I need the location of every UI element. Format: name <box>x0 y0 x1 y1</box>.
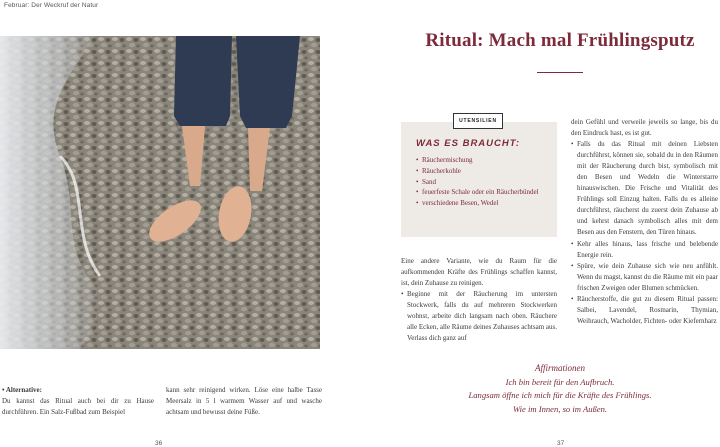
affirmation-line: Ich bin bereit für den Aufbruch. <box>505 376 615 387</box>
utensils-heading: WAS ES BRAUCHT: <box>416 138 521 149</box>
affirmation-line: Langsam öffne ich mich für die Kräfte des Frühlings. <box>468 390 652 400</box>
title-divider <box>537 72 583 73</box>
left-page <box>0 0 360 446</box>
affirmation-line: Wie im Innen, so im Außen. <box>512 403 608 414</box>
utensil-item: • Räucherkohle <box>416 166 548 177</box>
barefoot-beach-photo <box>0 36 320 349</box>
utensil-item: • verschiedene Besen, Wedel <box>416 198 548 209</box>
alternative-column-2 <box>166 385 322 418</box>
instruction-bullet: • Räucherstoffe, die gut zu diesem Ritual passen: Salbei, Lavendel, Rosmarin, Thymian, Weihrauch, Wacholder, Fichten- oder Kiefernharz <box>571 294 718 327</box>
alternative-heading: • Alternative: <box>2 386 42 394</box>
instruction-bullet: • Falls du das Ritual mit deinen Liebsten durchführst, können sie, sobald du in den Räumen mit der Räucherung durch bist, symbolisch mit den Besen und Wedeln die Winterstarre hinauswischen. Die Frische und Vitalität des Frühlings soll Einzug halten. Falls du es alleine durchführst, räucherst du zuerst dein Zuhause ab und kehrst danach symbolisch alles mit dem Besen aus den Fenstern, den Türen hinaus. <box>571 139 718 238</box>
utensil-item: • Räuchermischung <box>416 155 548 166</box>
photo-illustration <box>0 36 320 349</box>
alternative-column-1 <box>2 385 154 418</box>
instruction-bullet: • Spüre, wie dein Zuhause sich wie neu anfühlt. Wenn du magst, kannst du die Räume mit ein paar frischen Zweigen oder Blumen schmücken. <box>571 261 718 294</box>
alternative-text-2: kann sehr reinigend wirken. Löse eine halbe Tasse Meersalz in 5 l warmem Wasser auf und wasche achtsam und bewusst deine Füße. <box>166 386 322 416</box>
instruction-bullet: • Kehr alles hinaus, lass frische und belebende Energie rein. <box>571 239 718 261</box>
page-number-right: 37 <box>557 440 565 447</box>
text-column-1 <box>401 256 557 344</box>
text-column-2 <box>571 117 718 327</box>
intro-paragraph: Eine andere Variante, wie du Raum für die aufkommenden Kräfte des Frühlings schaffen kannst, ist, dein Zuhause zu reinigen. <box>401 257 557 288</box>
right-page <box>360 0 720 446</box>
utensil-item: • feuerfeste Schale oder ein Räucherbündel <box>416 187 548 198</box>
affirmations-title: Affirmationen <box>535 363 585 373</box>
continued-paragraph: dein Gefühl und verweile jeweils so lange, bis du den Eindruck hast, es ist gut. <box>571 118 718 138</box>
utensil-item: • Sand <box>416 177 548 188</box>
page-title: Ritual: Mach mal Frühlingsputz <box>425 30 695 51</box>
running-head: Februar: Der Weckruf der Natur <box>4 2 99 9</box>
utensils-list <box>416 155 548 209</box>
page-number-left: 36 <box>155 440 163 447</box>
alternative-text-1: Du kannst das Ritual auch bei dir zu Hause durchführen. Ein Salz-Fußbad zum Beispiel <box>2 397 154 416</box>
utensils-tag: UTENSILIEN <box>453 113 503 129</box>
affirmations-block <box>410 362 710 416</box>
instruction-bullet: • Beginne mit der Räucherung im untersten Stockwerk, falls du auf mehreren Stockwerken wohnst, arbeite dich langsam nach oben. Räuchere alle Ecken, alle Räume deines Zuhauses achtsam aus. Verlass dich ganz auf <box>401 289 557 344</box>
